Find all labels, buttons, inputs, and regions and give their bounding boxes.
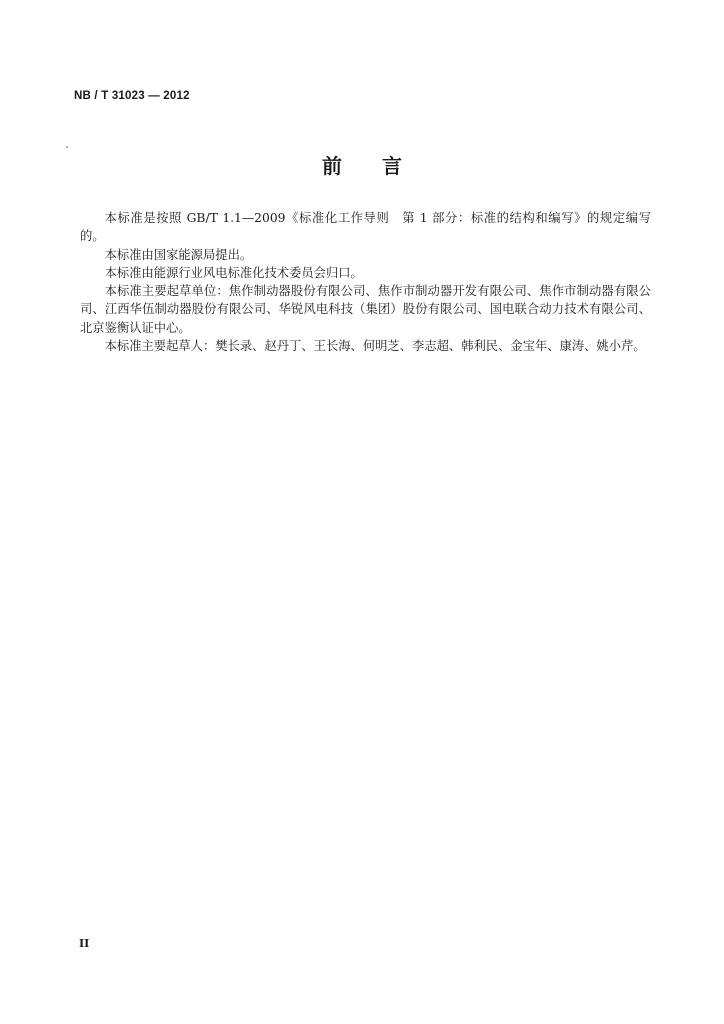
- paragraph-proposer: 本标准由国家能源局提出。: [104, 247, 253, 262]
- standard-code: NB / T 31023 — 2012: [74, 90, 190, 102]
- scan-speck: [66, 146, 68, 148]
- page-title: 前言: [322, 154, 442, 178]
- paragraph-drafters: 本标准主要起草人：樊长录、赵丹丁、王长海、何明芝、李志超、韩利民、金宝年、康涛、姚小芹。: [104, 339, 646, 354]
- foreword-body: [80, 209, 651, 355]
- paragraph-committee: 本标准由能源行业风电标准化技术委员会归口。: [104, 265, 363, 280]
- paragraph-drafting-units: 本标准主要起草单位：焦作制动器股份有限公司、焦作市制动器开发有限公司、焦作市制动器有限公司、江西华伍制动器股份有限公司、华锐风电科技（集团）股份有限公司、国电联合动力技术有限公司、北京鉴衡认证中心。: [80, 284, 651, 335]
- page-number: II: [79, 937, 90, 950]
- paragraph-drafting-rules: 本标准是按照 GB/T 1.1—2009《标准化工作导则 第 1 部分：标准的结构和编写》的规定编写的。: [80, 211, 651, 244]
